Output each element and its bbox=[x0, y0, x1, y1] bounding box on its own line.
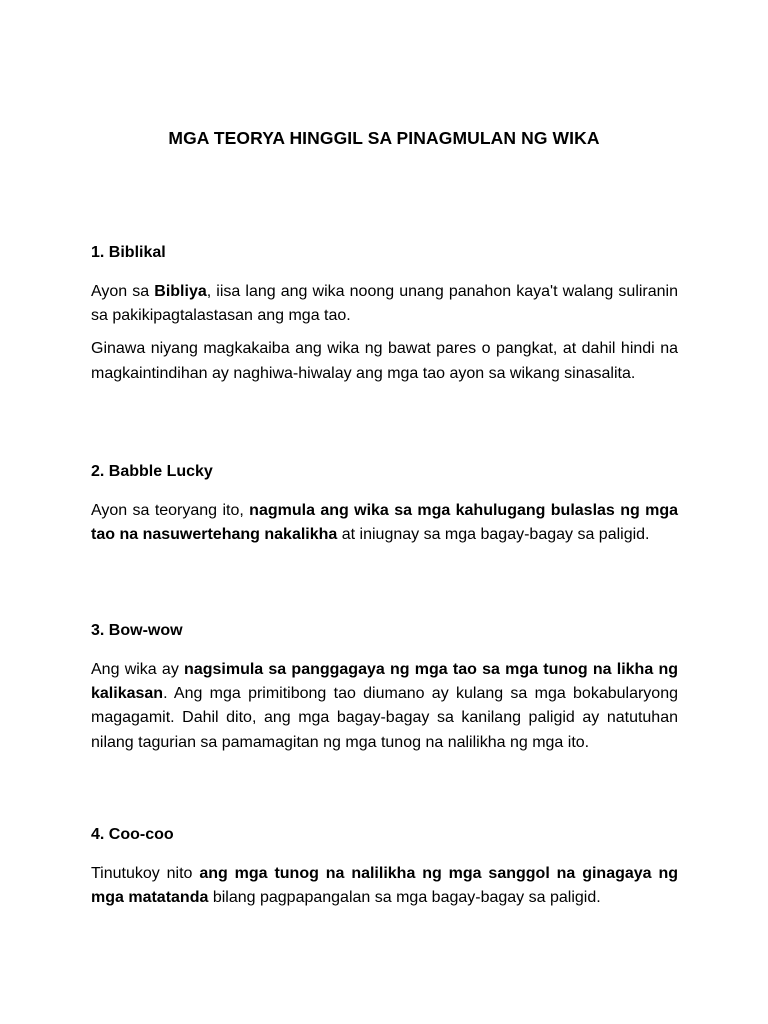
emphasis-text: nagsimula sa panggagaya ng mga tao sa mga tunog na likha ng kalikasan bbox=[91, 661, 678, 703]
section-paragraph: Tinutukoy nito ang mga tunog na nalilikha ng mga sanggol na ginagaya ng mga matatanda bilang pagpapangalan sa mga bagay-bagay sa paligid. bbox=[91, 865, 678, 907]
section-biblikal bbox=[91, 243, 678, 386]
section-bow-wow bbox=[91, 621, 678, 755]
section-heading: 4. Coo-coo bbox=[91, 826, 174, 843]
emphasis-text: nagmula ang wika sa mga kahulugang bulaslas ng mga tao na nasuwertehang nakalikha bbox=[91, 502, 679, 544]
section-babble-lucky bbox=[91, 462, 678, 547]
section-paragraph: Ginawa niyang magkakaiba ang wika ng bawat pares o pangkat, at dahil hindi na magkaintindihan ay naghiwa-hiwalay ang mga tao ayon sa wikang sinasalita. bbox=[91, 340, 678, 382]
section-paragraph: Ayon sa teoryang ito, nagmula ang wika sa mga kahulugang bulaslas ng mga tao na nasuwertehang nakalikha at iniugnay sa mga bagay-bagay sa paligid. bbox=[91, 502, 679, 544]
section-paragraph: Ang wika ay nagsimula sa panggagaya ng mga tao sa mga tunog na likha ng kalikasan. Ang mga primitibong tao diumano ay kulang sa mga bokabularyong magagamit. Dahil dito, ang mga bagay-bagay sa kanilang paligid ay natutuhan nilang tagurian sa pamamagitan ng mga tunog na nalilikha ng mga ito. bbox=[91, 661, 678, 751]
section-heading: 1. Biblikal bbox=[91, 244, 166, 261]
section-coo-coo bbox=[91, 825, 678, 910]
section-heading: 3. Bow-wow bbox=[91, 622, 183, 639]
section-heading: 2. Babble Lucky bbox=[91, 463, 213, 480]
emphasis-text: ang mga tunog na nalilikha ng mga sanggol na ginagaya ng mga matatanda bbox=[91, 865, 678, 907]
emphasis-text: Bibliya bbox=[154, 283, 207, 300]
document-title: MGA TEORYA HINGGIL SA PINAGMULAN NG WIKA bbox=[168, 128, 600, 148]
section-paragraph: Ayon sa Bibliya, iisa lang ang wika noong unang panahon kaya't walang suliranin sa pakikipagtalastasan ang mga tao. bbox=[91, 283, 679, 325]
